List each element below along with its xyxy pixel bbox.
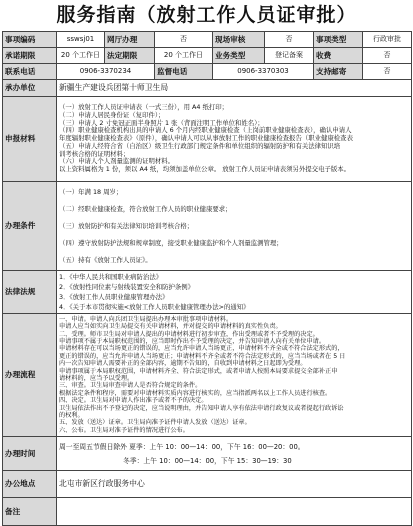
process-steps (57, 314, 412, 437)
label-organizer: 承办单位 (3, 80, 57, 97)
label-online-service: 网厅办理 (105, 32, 155, 48)
row-hours (3, 437, 412, 471)
value-business-type: 登记备案 (265, 48, 314, 64)
value-mail-support: 否 (363, 64, 412, 80)
row-materials (3, 97, 412, 182)
hours-value (57, 437, 412, 471)
process-step: 更正的错误的，应当允许申请人当场更正；申请材料不齐全或者不符合法定形式的，应当当场或者在 5 日 (59, 352, 346, 360)
row-laws (3, 271, 412, 314)
hours-winter: 冬季：上午 10：00—14：00，下午 15：30—19：30 (123, 456, 292, 465)
label-promise-period: 承诺期限 (3, 48, 57, 64)
process-step: 申请事项属于本局职权范围，申请材料齐全、符合法定形式，或者申请人按照本局要求提交全部补正申 (59, 367, 338, 375)
label-remarks: 备注 (3, 498, 57, 526)
label-item-code: 事项编码 (3, 32, 57, 48)
condition-item: （二）经职业健康检查，符合放射工作人员的职业健康要求； (59, 204, 232, 213)
label-address: 办公地点 (3, 471, 57, 498)
label-hours: 办理时间 (3, 437, 57, 471)
value-organizer: 新疆生产建设兵团第十师卫生局 (57, 80, 412, 97)
materials-item: （一）放射工作人员证申请表（一式三份），用 A4 纸打印； (59, 103, 229, 112)
process-step: 内一次告知申请人需要补正的全部内容，逾期不告知的，自收到申请材料之日起即为受理。 (59, 360, 307, 368)
process-step: 三、审查。卫生局审查申请人是否符合规定的条件。 (59, 382, 202, 390)
condition-item: （一）年满 18 周岁； (59, 187, 123, 196)
row-process (3, 314, 412, 437)
conditions-list (57, 182, 412, 271)
value-contact-phone: 0906-3370234 (57, 64, 155, 80)
process-step: 二、受理。师市卫生局对申请人提出的申请材料进行初步审查，作出受理或者不予受理的决定。 (59, 330, 319, 338)
law-item: 4．《关于本市贯彻实施<放射工作人员职业健康管理办法>的通知》 (59, 303, 250, 311)
label-legal-period: 法定期限 (105, 48, 155, 64)
process-step: 卫生局依法作出不予登记的决定，应当说明理由，并告知申请人享有依法申请行政复议或者提起行政诉讼 (59, 404, 344, 412)
hours-summer: 周一至周五节假日除外 夏季：上午 10：00—14：00，下午 16：00—20：00。 (59, 442, 305, 451)
label-business-type: 业务类型 (213, 48, 265, 64)
value-item-type: 行政审批 (363, 32, 412, 48)
page-title: 服务指南（放射工作人员证审批） (56, 4, 357, 26)
law-item: 3．《放射工作人员职业健康管理办法》 (59, 293, 169, 301)
label-process: 办理流程 (3, 314, 57, 437)
process-step: 的权利。 (59, 412, 84, 420)
label-fee: 收费 (314, 48, 363, 64)
materials-item: （六）申请人个人剂量监测的证明材料。 (59, 157, 175, 166)
label-materials: 申报材料 (3, 97, 57, 182)
row-address (3, 471, 412, 498)
value-onsite-review: 否 (265, 32, 314, 48)
materials-item: （二）申请人居民身份证（复印件）； (59, 111, 165, 120)
process-step: 根据法定条件和程序，需要对申请材料实质内容进行核实的，应当指派两名以上工作人员进行核查。 (59, 389, 332, 397)
label-supervise-phone: 监督电话 (155, 64, 213, 80)
label-laws: 法律法规 (3, 271, 57, 314)
process-step: 申请事项不属于本局职权范围的，应当即时作出不予受理的决定，并告知申请人向有关单位申请。 (59, 337, 326, 345)
label-mail-support: 支持邮寄 (314, 64, 363, 80)
value-promise-period: 20 个工作日 (57, 48, 105, 64)
process-step: 六、公布。卫生局对准予证件的情况进行公布。 (59, 426, 189, 434)
label-onsite-review: 现场审核 (213, 32, 265, 48)
row-code (3, 32, 412, 48)
materials-item: 年度辐射职业健康检查表》（原件），确认申请人可以从事放射工作的职业健康检查报告（职业健康检查表 (59, 134, 353, 143)
process-step: 请材料的，应当予以受理。 (59, 375, 134, 382)
label-item-type: 事项类型 (314, 32, 363, 48)
laws-list (57, 271, 412, 314)
row-organizer (3, 80, 412, 97)
condition-item: （四）遵守放射防护法规和规章制度，接受职业健康监护和个人剂量监测管理； (59, 238, 283, 247)
process-step: 一、申请。申请人向兵团卫生局提出办理本审批事项申请材料。 (59, 315, 233, 323)
label-conditions: 办理条件 (3, 182, 57, 271)
process-step: 申请材料存在可以当场更正的错误的，应当允许申请人当场更正，申请材料不齐全或不符合法定形式的， (59, 345, 344, 353)
law-item: 1．《中华人民共和国职业病防治法》 (59, 273, 163, 281)
materials-item: （五）申请人经符合省（自治区）级卫生行政部门规定条件和单位组织的辐射防护和有关法律知识培 (59, 141, 341, 150)
row-remarks (3, 498, 412, 526)
value-item-code: sswsj01 (57, 32, 105, 48)
materials-note: 以上资料属格为 1 份，须以 A4 纸，均须加盖单位公章。 放射工作人员证申请表须另外提交电子版本。 (59, 164, 351, 173)
process-step: 申请人应当如实向卫生局提交有关申请材料，并对提交的申请材料的真实性负责。 (59, 323, 282, 331)
condition-item: （三）放射防护和有关法律知识培训考核合格； (59, 221, 194, 230)
value-supervise-phone: 0906-3370303 (213, 64, 314, 80)
value-online-service: 否 (155, 32, 213, 48)
label-contact-phone: 联系电话 (3, 64, 57, 80)
value-remarks (57, 498, 412, 526)
value-fee: 否 (363, 48, 412, 64)
condition-item: （五）持有《放射工作人员证》。 (59, 255, 152, 264)
row-conditions (3, 182, 412, 271)
value-legal-period: 20 个工作日 (155, 48, 213, 64)
materials-item: 训考核合格的证明材料； (59, 149, 130, 158)
law-item: 2．《放射性同位素与射线装置安全和防护条例》 (59, 283, 195, 291)
service-guide-table (2, 31, 412, 526)
materials-item: （三）申请人 2 寸免冠正面半身照片 1 张（背面注明工作单位和姓名）； (59, 118, 264, 127)
process-step: 四、决定。卫生局对申请人作出准予或者不予的决定。 (59, 397, 208, 405)
materials-item: （四）职业健康检查机构出具的申请人 6 个月内经职业健康检查（上岗前职业健康检查表），确认申请人 (59, 126, 352, 135)
value-address: 北屯市新区行政服务中心 (57, 471, 412, 498)
row-deadline (3, 48, 412, 64)
row-contact (3, 64, 412, 80)
materials-list (57, 97, 412, 182)
process-step: 五、发放（送达）证章。卫生局向准予证件申请人发放（送达）证章。 (59, 419, 251, 427)
